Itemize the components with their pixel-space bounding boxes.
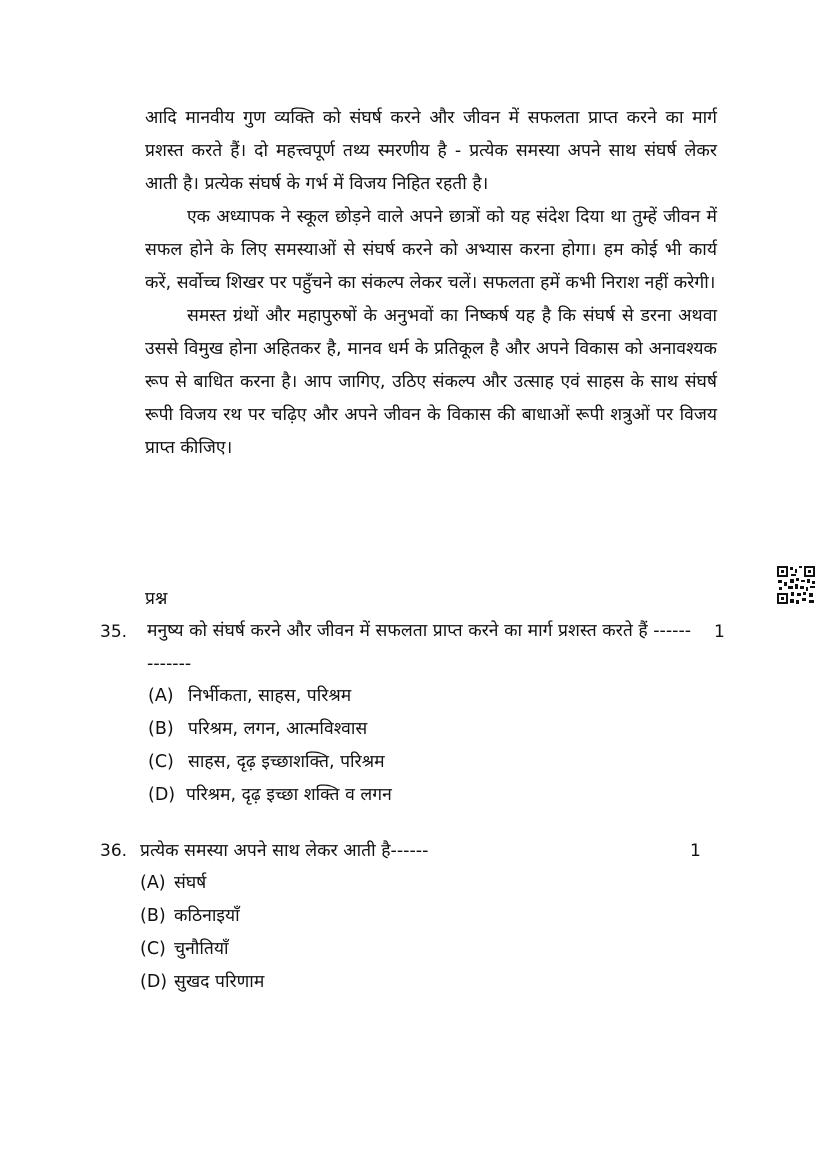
passage-paragraph: समस्त ग्रंथों और महापुरुषों के अनुभवों का निष्कर्ष यह है कि संघर्ष से डरना अथवा उससे विमुख होना अहितकर है, मानव धर्म के प्रतिकूल है और अपने विकास को अनावश्यक रूप से बाधित करना है। आप जागिए, उठिए संकल्प और उत्साह एवं साहस के साथ संघर्ष रूपी विजय रथ पर चढ़िए और अपने जीवन के विकास की बाधाओं रूपी शत्रुओं पर विजय प्राप्त कीजिए। <box>145 306 717 458</box>
option-b[interactable] <box>140 902 240 930</box>
option-label: (D) <box>148 785 176 805</box>
question-text: प्रत्येक समस्या अपने साथ लेकर आती है------ <box>140 841 429 861</box>
option-d[interactable] <box>140 968 264 996</box>
option-a[interactable] <box>148 682 351 710</box>
question-number: 36. <box>100 841 128 861</box>
option-a[interactable] <box>140 869 206 897</box>
option-text: चुनौतियाँ <box>174 939 229 959</box>
option-b[interactable] <box>148 715 367 743</box>
question-marks: 1 <box>690 841 701 861</box>
question-marks: 1 <box>714 622 725 642</box>
qr-code-icon <box>776 565 816 605</box>
passage <box>145 102 717 465</box>
option-label: (C) <box>148 752 174 772</box>
option-label: (B) <box>140 906 166 926</box>
option-text: साहस, दृढ़ इच्छाशक्ति, परिश्रम <box>188 752 385 772</box>
option-label: (A) <box>148 686 174 706</box>
option-text: परिश्रम, दृढ़ इच्छा शक्ति व लगन <box>186 785 392 805</box>
passage-paragraph: एक अध्यापक ने स्कूल छोड़ने वाले अपने छात्रों को यह संदेश दिया था तुम्हें जीवन में सफल होने के लिए समस्याओं से संघर्ष करने को अभ्यास करना होगा। हम कोई भी कार्य करें, सर्वोच्च शिखर पर पहुँचने का संकल्प लेकर चलें। सफलता हमें कभी निराश नहीं करेगी। <box>145 207 717 293</box>
option-text: सुखद परिणाम <box>174 972 265 992</box>
passage-paragraph: आदि मानवीय गुण व्यक्ति को संघर्ष करने और जीवन में सफलता प्राप्त करने का मार्ग प्रशस्त करते हैं। दो महत्त्वपूर्ण तथ्य स्मरणीय है - प्रत्येक समस्या अपने साथ संघर्ष लेकर आती है। प्रत्येक संघर्ष के गर्भ में विजय निहित रहती है। <box>145 108 717 194</box>
option-text: कठिनाइयाँ <box>174 906 240 926</box>
option-text: संघर्ष <box>174 873 207 893</box>
question-text: मनुष्य को संघर्ष करने और जीवन में सफलता प्राप्त करने का मार्ग प्रशस्त करते हैं ------------- <box>147 621 692 674</box>
section-heading: प्रश्न <box>145 589 168 609</box>
option-label: (D) <box>140 972 168 992</box>
question-number: 35. <box>100 622 128 642</box>
option-text: निर्भीकता, साहस, परिश्रम <box>188 686 352 706</box>
option-text: परिश्रम, लगन, आत्मविश्वास <box>188 719 368 739</box>
option-label: (B) <box>148 719 174 739</box>
option-c[interactable] <box>148 748 385 776</box>
option-label: (A) <box>140 873 166 893</box>
option-label: (C) <box>140 939 166 959</box>
option-c[interactable] <box>140 935 229 963</box>
option-d[interactable] <box>148 781 392 809</box>
